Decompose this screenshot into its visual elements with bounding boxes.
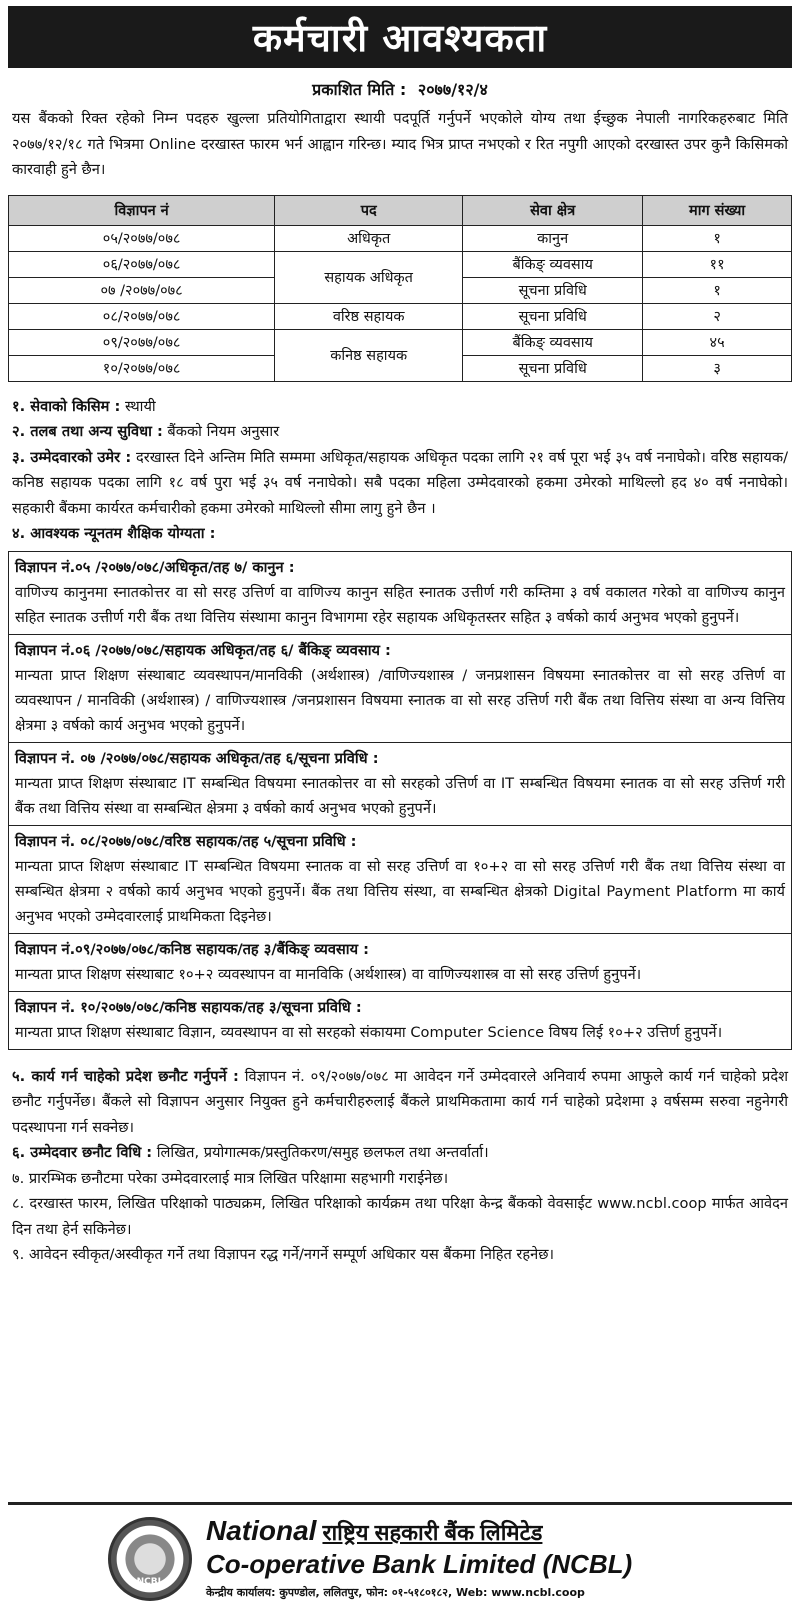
qualification-item bbox=[9, 552, 791, 635]
header-ad-no: विज्ञापन नं bbox=[9, 195, 275, 225]
qualification-item bbox=[9, 635, 791, 743]
qualification-item bbox=[9, 743, 791, 826]
header-service: सेवा क्षेत्र bbox=[463, 195, 643, 225]
cell-count: ४५ bbox=[643, 329, 792, 355]
bank-logo-icon bbox=[108, 1517, 192, 1601]
qualification-body: वाणिज्य कानुनमा स्नातकोत्तर वा सो सरह उत्तिर्ण वा वाणिज्य कानुन सहित स्नातक उत्तीर्ण गरी कम्तिमा ३ वर्ष वकालत गरेको वा वाणिज्य कानुन सहित स्नातक उत्तीर्ण गरी बैंक तथा वित्तिय संस्थामा कानुन विभागमा रहेर सहायक अधिकृतस्तर सहित ३ वर्षको कार्य अनुभव भएको हुनुपर्ने। bbox=[15, 583, 785, 626]
table-row bbox=[9, 251, 792, 277]
qualification-list bbox=[8, 551, 792, 1050]
intro-paragraph: यस बैंकको रिक्त रहेको निम्न पदहरु खुल्ला प्रतियोगिताद्वारा स्थायी पदपूर्ति गर्नुपर्ने भएकोले योग्य तथा ईच्छुक नेपाली नागरिकहरुबाट मिति २०७७/१२/१८ गते भित्रमा Online दरखास्त फारम भर्न आह्वान गरिन्छ। म्याद भित्र प्राप्त नभएको र रित नपुगी आएको दरखास्त उपर कुनै किसिमको कारवाही हुने छैन। bbox=[12, 110, 788, 178]
header-count: माग संख्या bbox=[643, 195, 792, 225]
cell-post: कनिष्ठ सहायक bbox=[275, 329, 463, 381]
bank-name-en-1: National bbox=[206, 1515, 317, 1546]
published-value: २०७७/१२/४ bbox=[417, 80, 488, 99]
cell-ad: ०९/२०७७/०७८ bbox=[9, 329, 275, 355]
cell-count: १ bbox=[643, 277, 792, 303]
qualification-item bbox=[9, 934, 791, 992]
cell-service: बैंकिङ् व्यवसाय bbox=[463, 329, 643, 355]
cell-ad: ०६/२०७७/०७८ bbox=[9, 251, 275, 277]
section-preliminary: ७. प्रारम्भिक छनौटमा परेका उम्मेदवारलाई मात्र लिखित परिक्षामा सहभागी गराईनेछ। bbox=[12, 1169, 449, 1187]
cell-ad: ०५/२०७७/०७८ bbox=[9, 225, 275, 251]
section-rights: ९. आवेदन स्वीकृत/अस्वीकृत गर्ने तथा विज्ञापन रद्ध गर्ने/नगर्ने सम्पूर्ण अधिकार यस बैंकमा निहित रहनेछ। bbox=[12, 1246, 555, 1263]
qualification-body: मान्यता प्राप्त शिक्षण संस्थाबाट विज्ञान, व्यवस्थापन वा सो सरहको संकायमा Computer Science विषय लिई १०+२ उत्तिर्ण हुनुपर्ने। bbox=[15, 1023, 723, 1041]
cell-count: ३ bbox=[643, 355, 792, 381]
section-key: ३. उम्मेदवारको उमेर : bbox=[12, 448, 132, 466]
table-row bbox=[9, 329, 792, 355]
section-qualification-title bbox=[8, 521, 792, 547]
table-header-row bbox=[9, 195, 792, 225]
cell-ad: १०/२०७७/०७८ bbox=[9, 355, 275, 381]
section-age bbox=[8, 445, 792, 522]
logo-text: NCBL bbox=[136, 1577, 164, 1587]
qualification-body: मान्यता प्राप्त शिक्षण संस्थाबाट IT सम्बन्धित विषयमा स्नातकोत्तर वा सो सरहको उत्तिर्ण वा IT सम्बन्धित विषयमा स्नातक वा सो सरह उत्तिर्ण गरी बैंक तथा वित्तिय संस्था वा सम्बन्धित क्षेत्रमा ३ वर्षको कार्य अनुभव भएको हुनुपर्ने। bbox=[15, 774, 785, 817]
cell-post: अधिकृत bbox=[275, 225, 463, 251]
qualification-head: विज्ञापन नं. ०८/२०७७/०७८/वरिष्ठ सहायक/तह ५/सूचना प्रविधि : bbox=[15, 832, 357, 850]
section-text: विज्ञापन नं. ०९/२०७७/०७८ मा आवेदन गर्ने उम्मेदवारले अनिवार्य रुपमा आफुले कार्य गर्न चाहेको प्रदेश छनौट गर्नुपर्नेछ। बैंकले सो विज्ञापन अनुसार नियुक्त हुने कर्मचारीहरुलाई बैंकले प्राथमिकतामा कार्य गर्न चाहेको प्रदेशमा ३ वर्षसम्म सरुवा नहुनेगरी पदस्थापना गर्न सक्नेछ। bbox=[12, 1067, 789, 1136]
qualification-head: विज्ञापन नं.०६ /२०७७/०७८/सहायक अधिकृत/तह ६/ बैंकिङ् व्यवसाय : bbox=[15, 641, 391, 659]
bank-name-np: राष्ट्रिय सहकारी बैंक लिमिटेड bbox=[322, 1520, 543, 1545]
qualification-item bbox=[9, 826, 791, 934]
section-salary bbox=[8, 419, 792, 445]
cell-service: सूचना प्रविधि bbox=[463, 303, 643, 329]
qualification-head: विज्ञापन नं.०९/२०७७/०७८/कनिष्ठ सहायक/तह ३/बैंकिङ् व्यवसाय : bbox=[15, 940, 369, 958]
table-row bbox=[9, 225, 792, 251]
section-text: बैंकको नियम अनुसार bbox=[167, 423, 280, 440]
section-key: ५. कार्य गर्न चाहेको प्रदेश छनौट गर्नुपर्ने : bbox=[12, 1067, 239, 1085]
bank-address: केन्द्रीय कार्यालय: कुपण्डोल, ललितपुर, फोन: ०१-५१८०१८२, Web: www.ncbl.coop bbox=[206, 1586, 585, 1599]
section-text: दरखास्त दिने अन्तिम मिति सम्ममा अधिकृत/सहायक अधिकृत पदका लागि २१ वर्ष पूरा भई ३५ वर्ष ननाघेको। वरिष्ठ सहायक/कनिष्ठ सहायक पदका लागि १८ वर्ष पुरा भई ३५ वर्ष ननाघेको। सबै पदका महिला उम्मेदवारको हकमा उमेरको माथिल्लो हद ४० वर्ष ननाघेको। सहकारी बैंकमा कार्यरत कर्मचारीको हकमा उमेरको माथिल्लो सीमा लागु हुने छैन । bbox=[12, 448, 788, 517]
qualification-head: विज्ञापन नं. ०७ /२०७७/०७८/सहायक अधिकृत/तह ६/सूचना प्रविधि : bbox=[15, 749, 379, 767]
qualification-body: मान्यता प्राप्त शिक्षण संस्थाबाट IT सम्बन्धित विषयमा स्नातक वा सो सरह उत्तिर्ण वा १०+२ वा सो सरह उत्तिर्ण गरी बैंक तथा वित्तिय संस्था वा सम्बन्धित क्षेत्रमा २ वर्षको कार्य अनुभव भएको हुनुपर्ने। बैंक तथा वित्तिय संस्था, वा सम्बन्धित क्षेत्रको Digital Payment Platform मा कार्य अनुभव भएको उम्मेदवारलाई प्राथमिकता दिइनेछ। bbox=[15, 857, 785, 925]
banner-title: कर्मचारी आवश्यकता bbox=[8, 6, 792, 68]
qualification-item bbox=[9, 992, 791, 1049]
qualification-body: मान्यता प्राप्त शिक्षण संस्थाबाट व्यवस्थापन/मानविकी (अर्थशास्त्र) /वाणिज्यशास्त्र / जनप्रशासन विषयमा स्नातकोत्तर वा सो सरह उत्तिर्ण वा व्यवस्थापन / मानविकी (अर्थशास्त्र) / वाणिज्यशास्त्र /जनप्रशासन विषयमा स्नातक वा सो सरह उत्तिर्ण गरी बैंक तथा वित्तिय संस्था वा अन्य वित्तिय क्षेत्रमा ३ वर्षको कार्य अनुभव भएको हुनुपर्ने। bbox=[15, 666, 786, 734]
qualification-head: विज्ञापन नं. १०/२०७७/०७८/कनिष्ठ सहायक/तह ३/सूचना प्रविधि : bbox=[15, 998, 362, 1016]
section-text: स्थायी bbox=[124, 397, 156, 415]
section-key: ४. आवश्यक न्यूनतम शैक्षिक योग्यता : bbox=[12, 525, 216, 542]
section-key: २. तलब तथा अन्य सुविधा : bbox=[12, 423, 163, 440]
footer bbox=[8, 1502, 792, 1602]
published-date bbox=[8, 78, 792, 102]
section-service-type bbox=[8, 394, 792, 420]
section-key: १. सेवाको किसिम : bbox=[12, 397, 121, 415]
bank-name-en-2: Co-operative Bank Limited (NCBL) bbox=[206, 1549, 633, 1579]
cell-count: १ bbox=[643, 225, 792, 251]
cell-ad: ०८/२०७७/०७८ bbox=[9, 303, 275, 329]
section-key: ६. उम्मेदवार छनौट विधि : bbox=[12, 1144, 153, 1161]
cell-post: वरिष्ठ सहायक bbox=[275, 303, 463, 329]
bank-name-line1 bbox=[206, 1515, 542, 1547]
cell-count: ११ bbox=[643, 251, 792, 277]
section-selection-method bbox=[8, 1140, 792, 1166]
header-post: पद bbox=[275, 195, 463, 225]
cell-post: सहायक अधिकृत bbox=[275, 251, 463, 303]
table-row bbox=[9, 303, 792, 329]
published-label: प्रकाशित मिति : bbox=[312, 80, 407, 99]
cell-count: २ bbox=[643, 303, 792, 329]
cell-service: सूचना प्रविधि bbox=[463, 355, 643, 381]
section-text: लिखित, प्रयोगात्मक/प्रस्तुतिकरण/समुह छलफल तथा अन्तर्वार्ता। bbox=[156, 1144, 489, 1161]
vacancy-table bbox=[8, 195, 792, 382]
cell-service: बैंकिङ् व्यवसाय bbox=[463, 251, 643, 277]
section-application-form: ८. दरखास्त फारम, लिखित परिक्षाको पाठ्यक्रम, लिखित परिक्षाको कार्यक्रम तथा परिक्षा केन्द्र बैंकको वेवसाईट www.ncbl.coop मार्फत आवेदन दिन तथा हेर्न सकिनेछ। bbox=[12, 1195, 788, 1238]
cell-service: सूचना प्रविधि bbox=[463, 277, 643, 303]
cell-ad: ०७ /२०७७/०७८ bbox=[9, 277, 275, 303]
section-province bbox=[8, 1064, 792, 1141]
cell-service: कानुन bbox=[463, 225, 643, 251]
qualification-body: मान्यता प्राप्त शिक्षण संस्थाबाट १०+२ व्यवस्थापन वा मानविकि (अर्थशास्त्र) वा वाणिज्यशास्त्र वा सो सरह उत्तिर्ण हुनुपर्ने। bbox=[15, 965, 642, 983]
qualification-head: विज्ञापन नं.०५ /२०७७/०७८/अधिकृत/तह ७/ कानुन : bbox=[15, 558, 295, 576]
